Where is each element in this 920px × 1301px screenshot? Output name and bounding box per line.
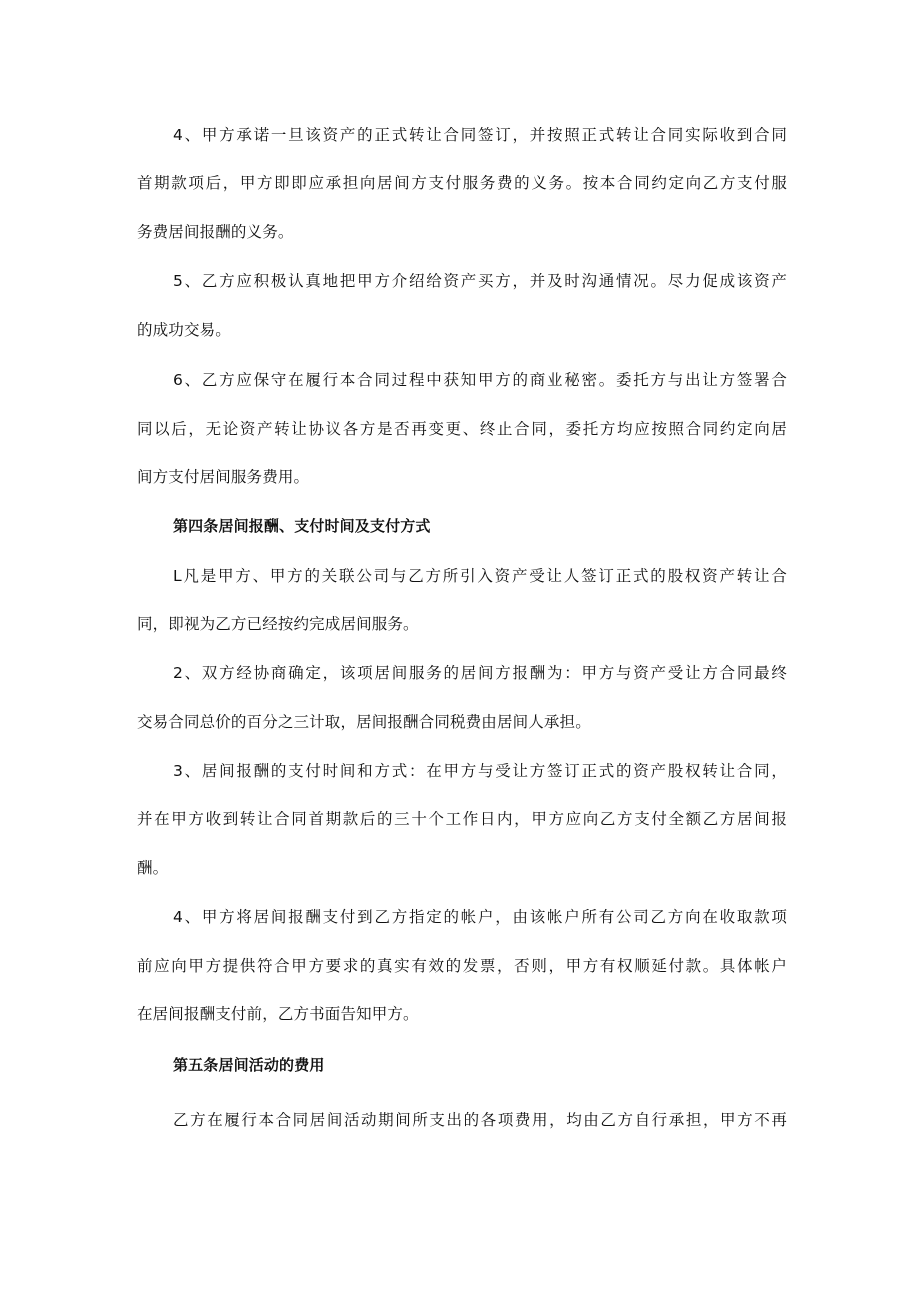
paragraph-line: 5、乙方应积极认真地把甲方介绍给资产买方，并及时沟通情况。尽力促成该资产	[173, 272, 787, 290]
paragraph-line: 3、居间报酬的支付时间和方式：在甲方与受让方签订正式的资产股权转让合同，	[173, 762, 787, 780]
paragraph-line: L凡是甲方、甲方的关联公司与乙方所引入资产受让人签订正式的股权资产转让合	[173, 567, 787, 585]
paragraph-line: 首期款项后，甲方即即应承担向居间方支付服务费的义务。按本合同约定向乙方支付服	[137, 174, 787, 192]
paragraph-line: 在居间报酬支付前，乙方书面告知甲方。	[137, 1005, 419, 1023]
paragraph-line: 前应向甲方提供符合甲方要求的真实有效的发票，否则，甲方有权顺延付款。具体帐户	[137, 957, 787, 975]
paragraph-line: 乙方在履行本合同居间活动期间所支出的各项费用，均由乙方自行承担，甲方不再	[173, 1111, 787, 1129]
paragraph-line: 务费居间报酬的义务。	[137, 223, 294, 241]
paragraph-line: 6、乙方应保守在履行本合同过程中获知甲方的商业秘密。委托方与出让方签署合	[173, 371, 787, 389]
paragraph-line: 交易合同总价的百分之三计取，居间报酬合同税费由居间人承担。	[137, 713, 591, 731]
section-heading: 第四条居间报酬、支付时间及支付方式	[173, 517, 431, 535]
paragraph-line: 并在甲方收到转让合同首期款后的三十个工作日内，甲方应向乙方支付全额乙方居间报	[137, 810, 787, 828]
paragraph-line: 同，即视为乙方已经按约完成居间服务。	[137, 615, 419, 633]
paragraph-line: 间方支付居间服务费用。	[137, 468, 310, 486]
paragraph-line: 2、双方经协商确定，该项居间服务的居间方报酬为：甲方与资产受让方合同最终	[173, 664, 787, 682]
paragraph-line: 的成功交易。	[137, 321, 231, 339]
paragraph-line: 同以后，无论资产转让协议各方是否再变更、终止合同，委托方均应按照合同约定向居	[137, 420, 787, 438]
paragraph-line: 4、甲方将居间报酬支付到乙方指定的帐户，由该帐户所有公司乙方向在收取款项	[173, 908, 787, 926]
paragraph-line: 4、甲方承诺一旦该资产的正式转让合同签订，并按照正式转让合同实际收到合同	[173, 126, 787, 144]
section-heading: 第五条居间活动的费用	[173, 1056, 325, 1074]
paragraph-line: 酬。	[137, 859, 169, 877]
